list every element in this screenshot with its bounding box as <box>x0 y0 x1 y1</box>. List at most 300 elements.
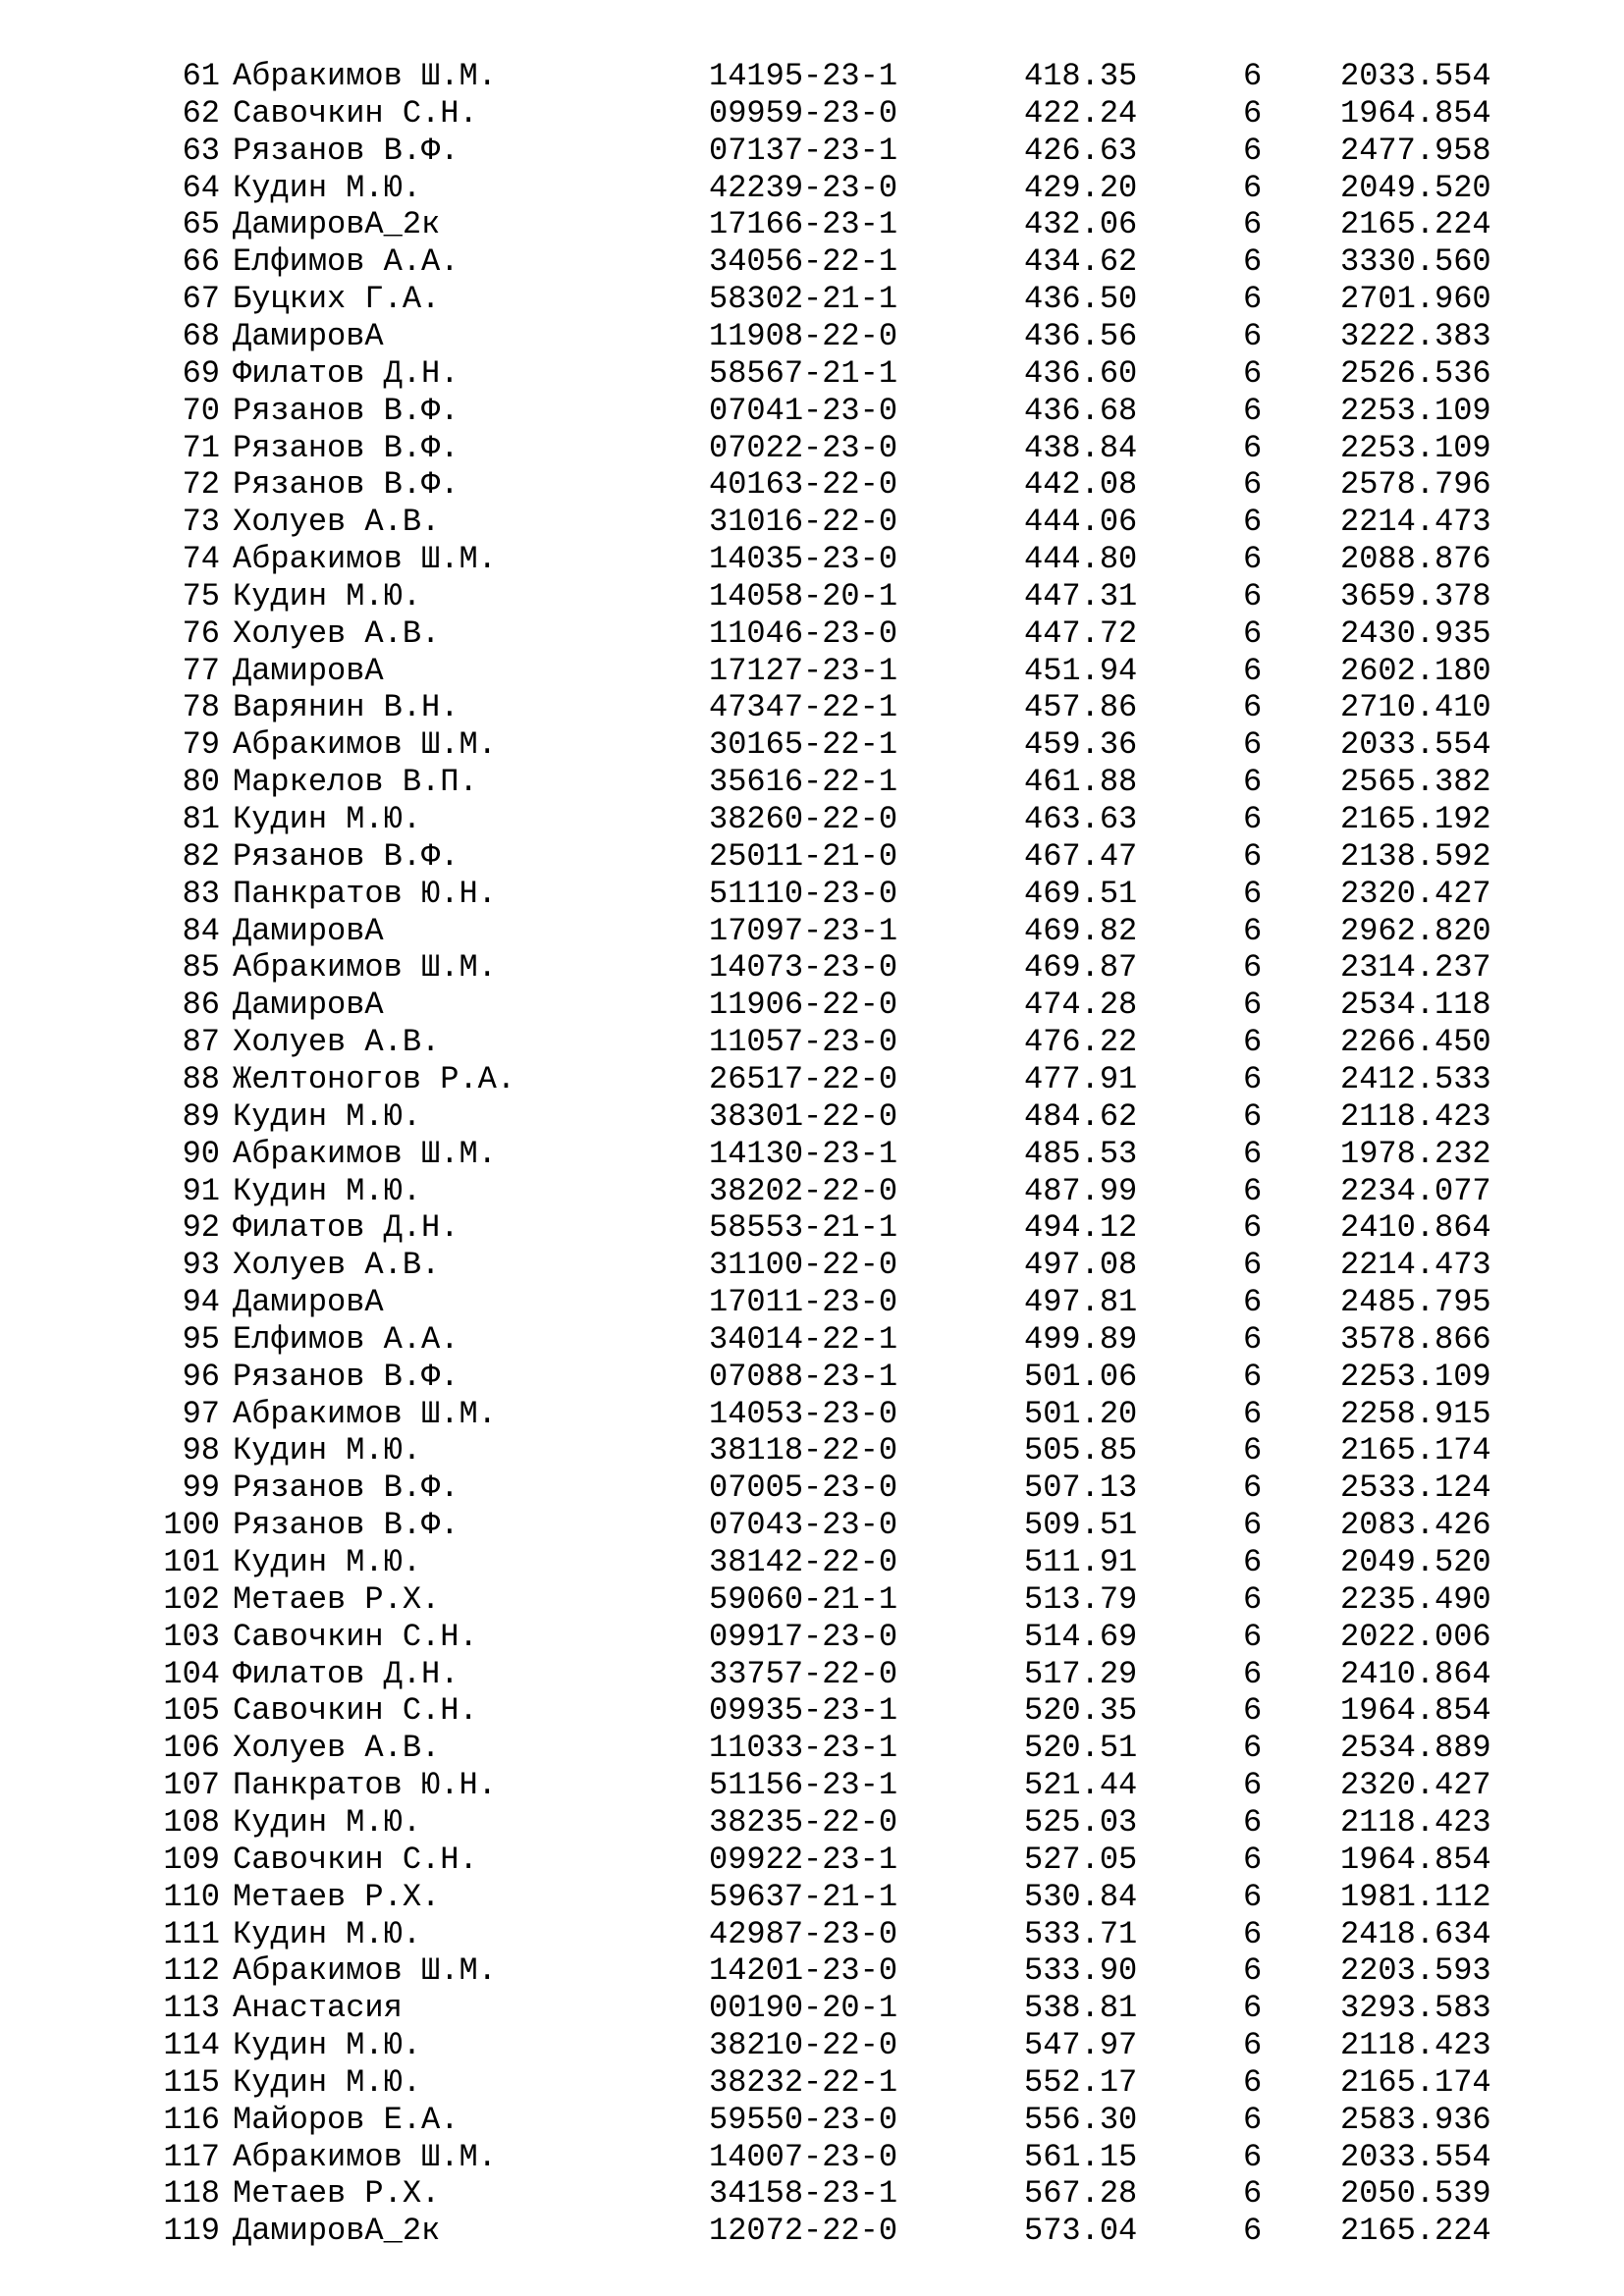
total-value: 3330.560 <box>1340 243 1491 281</box>
customer-name: Маркелов В.П. <box>233 764 478 801</box>
table-row <box>0 1024 1624 1061</box>
table-row <box>0 430 1624 467</box>
length-value: 476.22 <box>1024 1024 1138 1061</box>
quantity-value: 6 <box>1243 2027 1263 2064</box>
row-number: 64 <box>182 169 220 206</box>
quantity-value: 6 <box>1243 2138 1263 2175</box>
length-value: 484.62 <box>1024 1097 1138 1135</box>
order-code: 33757-22-0 <box>709 1655 898 1692</box>
row-number: 84 <box>182 912 220 949</box>
length-value: 521.44 <box>1024 1767 1138 1804</box>
table-row <box>0 541 1624 578</box>
order-code: 11033-23-1 <box>709 1730 898 1767</box>
customer-name: Панкратов Ю.Н. <box>233 1767 497 1804</box>
order-code: 09959-23-0 <box>709 94 898 132</box>
order-code: 38202-22-0 <box>709 1172 898 1209</box>
customer-name: ДамировА <box>233 912 384 949</box>
length-value: 499.89 <box>1024 1320 1138 1358</box>
row-number: 88 <box>182 1060 220 1097</box>
quantity-value: 6 <box>1243 1580 1263 1618</box>
table-row <box>0 133 1624 170</box>
row-number: 94 <box>182 1284 220 1321</box>
quantity-value: 6 <box>1243 2063 1263 2101</box>
quantity-value: 6 <box>1243 2175 1263 2213</box>
total-value: 1964.854 <box>1340 1692 1491 1730</box>
table-row <box>0 949 1624 987</box>
order-code: 38232-22-1 <box>709 2063 898 2101</box>
quantity-value: 6 <box>1243 1284 1263 1321</box>
customer-name: Рязанов В.Ф. <box>233 1507 460 1544</box>
order-code: 14130-23-1 <box>709 1135 898 1172</box>
row-number: 95 <box>182 1320 220 1358</box>
quantity-value: 6 <box>1243 132 1263 169</box>
order-code: 11057-23-0 <box>709 1024 898 1061</box>
order-code: 34056-22-1 <box>709 243 898 281</box>
customer-name: Абракимов Ш.М. <box>233 541 497 578</box>
customer-name: Рязанов В.Ф. <box>233 429 460 466</box>
quantity-value: 6 <box>1243 1841 1263 1878</box>
row-number: 117 <box>163 2138 220 2175</box>
length-value: 457.86 <box>1024 689 1138 726</box>
table-row <box>0 206 1624 243</box>
row-number: 72 <box>182 466 220 504</box>
total-value: 2258.915 <box>1340 1395 1491 1432</box>
total-value: 2165.174 <box>1340 2063 1491 2101</box>
length-value: 530.84 <box>1024 1878 1138 1915</box>
total-value: 2253.109 <box>1340 392 1491 429</box>
order-code: 59060-21-1 <box>709 1580 898 1618</box>
order-code: 38301-22-0 <box>709 1097 898 1135</box>
total-value: 2022.006 <box>1340 1618 1491 1655</box>
length-value: 447.72 <box>1024 614 1138 652</box>
row-number: 73 <box>182 504 220 541</box>
quantity-value: 6 <box>1243 1097 1263 1135</box>
quantity-value: 6 <box>1243 1024 1263 1061</box>
total-value: 2266.450 <box>1340 1024 1491 1061</box>
quantity-value: 6 <box>1243 1469 1263 1507</box>
row-number: 119 <box>163 2213 220 2250</box>
total-value: 1964.854 <box>1340 1841 1491 1878</box>
length-value: 556.30 <box>1024 2101 1138 2138</box>
total-value: 2214.473 <box>1340 504 1491 541</box>
table-row <box>0 2213 1624 2250</box>
table-row <box>0 2027 1624 2064</box>
length-value: 520.51 <box>1024 1730 1138 1767</box>
length-value: 467.47 <box>1024 837 1138 875</box>
total-value: 2578.796 <box>1340 466 1491 504</box>
total-value: 2701.960 <box>1340 281 1491 318</box>
quantity-value: 6 <box>1243 1432 1263 1469</box>
table-row <box>0 170 1624 207</box>
table-row <box>0 913 1624 950</box>
total-value: 2320.427 <box>1340 875 1491 912</box>
quantity-value: 6 <box>1243 58 1263 94</box>
customer-name: Кудин М.Ю. <box>233 169 422 206</box>
row-number: 100 <box>163 1507 220 1544</box>
length-value: 436.60 <box>1024 354 1138 392</box>
quantity-value: 6 <box>1243 1172 1263 1209</box>
order-code: 11046-23-0 <box>709 614 898 652</box>
table-row <box>0 281 1624 318</box>
order-code: 09922-23-1 <box>709 1841 898 1878</box>
length-value: 444.06 <box>1024 504 1138 541</box>
quantity-value: 6 <box>1243 1692 1263 1730</box>
length-value: 497.81 <box>1024 1284 1138 1321</box>
customer-name: Елфимов А.А. <box>233 243 460 281</box>
table-row <box>0 1061 1624 1098</box>
length-value: 461.88 <box>1024 764 1138 801</box>
quantity-value: 6 <box>1243 466 1263 504</box>
row-number: 93 <box>182 1247 220 1284</box>
row-number: 118 <box>163 2175 220 2213</box>
total-value: 2138.592 <box>1340 837 1491 875</box>
length-value: 438.84 <box>1024 429 1138 466</box>
customer-name: Савочкин С.Н. <box>233 1841 478 1878</box>
row-number: 87 <box>182 1024 220 1061</box>
total-value: 2165.192 <box>1340 801 1491 837</box>
order-code: 40163-22-0 <box>709 466 898 504</box>
length-value: 463.63 <box>1024 801 1138 837</box>
order-code: 07088-23-1 <box>709 1358 898 1395</box>
quantity-value: 6 <box>1243 1395 1263 1432</box>
customer-name: ДамировА <box>233 317 384 354</box>
order-code: 11906-22-0 <box>709 987 898 1024</box>
table-row <box>0 987 1624 1024</box>
customer-name: Панкратов Ю.Н. <box>233 875 497 912</box>
total-value: 2418.634 <box>1340 1915 1491 1952</box>
table-row <box>0 1469 1624 1507</box>
order-code: 14035-23-0 <box>709 541 898 578</box>
order-code: 07043-23-0 <box>709 1507 898 1544</box>
customer-name: Савочкин С.Н. <box>233 94 478 132</box>
total-value: 2033.554 <box>1340 58 1491 94</box>
total-value: 2033.554 <box>1340 2138 1491 2175</box>
quantity-value: 6 <box>1243 1952 1263 1990</box>
table-row <box>0 1879 1624 1916</box>
table-row <box>0 243 1624 281</box>
table-row <box>0 726 1624 764</box>
table-row <box>0 1432 1624 1469</box>
length-value: 469.82 <box>1024 912 1138 949</box>
row-number: 68 <box>182 317 220 354</box>
table-row <box>0 1692 1624 1730</box>
table-row <box>0 1284 1624 1321</box>
row-number: 86 <box>182 987 220 1024</box>
length-value: 538.81 <box>1024 1990 1138 2027</box>
table-row <box>0 838 1624 876</box>
order-code: 26517-22-0 <box>709 1060 898 1097</box>
customer-name: Абракимов Ш.М. <box>233 1135 497 1172</box>
total-value: 2118.423 <box>1340 1803 1491 1841</box>
table-row <box>0 1136 1624 1173</box>
length-value: 520.35 <box>1024 1692 1138 1730</box>
row-number: 75 <box>182 577 220 614</box>
length-value: 436.68 <box>1024 392 1138 429</box>
quantity-value: 6 <box>1243 1915 1263 1952</box>
quantity-value: 6 <box>1243 912 1263 949</box>
quantity-value: 6 <box>1243 1060 1263 1097</box>
table-row <box>0 2139 1624 2176</box>
customer-name: Желтоногов Р.А. <box>233 1060 516 1097</box>
length-value: 444.80 <box>1024 541 1138 578</box>
total-value: 2165.224 <box>1340 206 1491 243</box>
total-value: 2430.935 <box>1340 614 1491 652</box>
customer-name: ДамировА_2к <box>233 2213 441 2250</box>
length-value: 501.20 <box>1024 1395 1138 1432</box>
table-row <box>0 1581 1624 1619</box>
total-value: 2203.593 <box>1340 1952 1491 1990</box>
customer-name: Кудин М.Ю. <box>233 801 422 837</box>
quantity-value: 6 <box>1243 354 1263 392</box>
row-number: 70 <box>182 392 220 429</box>
order-code: 47347-22-1 <box>709 689 898 726</box>
customer-name: Метаев Р.Х. <box>233 2175 441 2213</box>
customer-name: Кудин М.Ю. <box>233 2063 422 2101</box>
order-code: 59637-21-1 <box>709 1878 898 1915</box>
customer-name: Рязанов В.Ф. <box>233 1469 460 1507</box>
length-value: 509.51 <box>1024 1507 1138 1544</box>
order-code: 14195-23-1 <box>709 58 898 94</box>
customer-name: Холуев А.В. <box>233 1730 441 1767</box>
total-value: 1981.112 <box>1340 1878 1491 1915</box>
order-code: 17011-23-0 <box>709 1284 898 1321</box>
row-number: 97 <box>182 1395 220 1432</box>
quantity-value: 6 <box>1243 577 1263 614</box>
total-value: 2314.237 <box>1340 949 1491 987</box>
order-code: 09917-23-0 <box>709 1618 898 1655</box>
total-value: 2234.077 <box>1340 1172 1491 1209</box>
customer-name: ДамировА <box>233 987 384 1024</box>
order-code: 07022-23-0 <box>709 429 898 466</box>
row-number: 98 <box>182 1432 220 1469</box>
length-value: 573.04 <box>1024 2213 1138 2250</box>
customer-name: Кудин М.Ю. <box>233 1097 422 1135</box>
length-value: 432.06 <box>1024 206 1138 243</box>
customer-name: Буцких Г.А. <box>233 281 441 318</box>
row-number: 67 <box>182 281 220 318</box>
total-value: 2533.124 <box>1340 1469 1491 1507</box>
row-number: 113 <box>163 1990 220 2027</box>
total-value: 3293.583 <box>1340 1990 1491 2027</box>
order-code: 51156-23-1 <box>709 1767 898 1804</box>
total-value: 2412.533 <box>1340 1060 1491 1097</box>
total-value: 2534.118 <box>1340 987 1491 1024</box>
total-value: 2083.426 <box>1340 1507 1491 1544</box>
row-number: 102 <box>163 1580 220 1618</box>
order-code: 17166-23-1 <box>709 206 898 243</box>
row-number: 103 <box>163 1618 220 1655</box>
table-row <box>0 689 1624 726</box>
customer-name: Филатов Д.Н. <box>233 354 460 392</box>
total-value: 2477.958 <box>1340 132 1491 169</box>
customer-name: Рязанов В.Ф. <box>233 837 460 875</box>
quantity-value: 6 <box>1243 1209 1263 1247</box>
table-row <box>0 1730 1624 1767</box>
length-value: 485.53 <box>1024 1135 1138 1172</box>
total-value: 2050.539 <box>1340 2175 1491 2213</box>
customer-name: Кудин М.Ю. <box>233 1432 422 1469</box>
row-number: 79 <box>182 726 220 764</box>
order-code: 09935-23-1 <box>709 1692 898 1730</box>
customer-name: Холуев А.В. <box>233 1024 441 1061</box>
length-value: 477.91 <box>1024 1060 1138 1097</box>
row-number: 116 <box>163 2101 220 2138</box>
quantity-value: 6 <box>1243 726 1263 764</box>
quantity-value: 6 <box>1243 2101 1263 2138</box>
row-number: 106 <box>163 1730 220 1767</box>
table-row <box>0 1990 1624 2027</box>
total-value: 2410.864 <box>1340 1209 1491 1247</box>
total-value: 2214.473 <box>1340 1247 1491 1284</box>
order-code: 38235-22-0 <box>709 1803 898 1841</box>
length-value: 434.62 <box>1024 243 1138 281</box>
row-number: 99 <box>182 1469 220 1507</box>
row-number: 69 <box>182 354 220 392</box>
order-code: 42987-23-0 <box>709 1915 898 1952</box>
order-code: 58302-21-1 <box>709 281 898 318</box>
length-value: 459.36 <box>1024 726 1138 764</box>
quantity-value: 6 <box>1243 94 1263 132</box>
length-value: 552.17 <box>1024 2063 1138 2101</box>
customer-name: Абракимов Ш.М. <box>233 726 497 764</box>
length-value: 547.97 <box>1024 2027 1138 2064</box>
order-code: 07041-23-0 <box>709 392 898 429</box>
customer-name: Рязанов В.Ф. <box>233 132 460 169</box>
order-code: 38260-22-0 <box>709 801 898 837</box>
row-number: 105 <box>163 1692 220 1730</box>
customer-name: Кудин М.Ю. <box>233 1172 422 1209</box>
row-number: 63 <box>182 132 220 169</box>
quantity-value: 6 <box>1243 837 1263 875</box>
quantity-value: 6 <box>1243 1767 1263 1804</box>
customer-name: Кудин М.Ю. <box>233 1803 422 1841</box>
total-value: 2165.224 <box>1340 2213 1491 2250</box>
table-row <box>0 1507 1624 1544</box>
row-number: 77 <box>182 652 220 689</box>
table-row <box>0 466 1624 504</box>
table-row <box>0 2064 1624 2102</box>
customer-name: Рязанов В.Ф. <box>233 466 460 504</box>
quantity-value: 6 <box>1243 1878 1263 1915</box>
order-code: 31100-22-0 <box>709 1247 898 1284</box>
row-number: 109 <box>163 1841 220 1878</box>
length-value: 514.69 <box>1024 1618 1138 1655</box>
length-value: 561.15 <box>1024 2138 1138 2175</box>
length-value: 442.08 <box>1024 466 1138 504</box>
length-value: 507.13 <box>1024 1469 1138 1507</box>
customer-name: ДамировА <box>233 652 384 689</box>
total-value: 2049.520 <box>1340 1544 1491 1580</box>
table-row <box>0 58 1624 95</box>
quantity-value: 6 <box>1243 1320 1263 1358</box>
length-value: 567.28 <box>1024 2175 1138 2213</box>
row-number: 82 <box>182 837 220 875</box>
total-value: 2165.174 <box>1340 1432 1491 1469</box>
total-value: 2253.109 <box>1340 429 1491 466</box>
row-number: 115 <box>163 2063 220 2101</box>
order-code: 12072-22-0 <box>709 2213 898 2250</box>
row-number: 81 <box>182 801 220 837</box>
row-number: 89 <box>182 1097 220 1135</box>
table-row <box>0 504 1624 541</box>
quantity-value: 6 <box>1243 801 1263 837</box>
quantity-value: 6 <box>1243 875 1263 912</box>
order-code: 14201-23-0 <box>709 1952 898 1990</box>
table-row <box>0 2102 1624 2139</box>
table-row <box>0 1247 1624 1284</box>
customer-name: Холуев А.В. <box>233 1247 441 1284</box>
row-number: 78 <box>182 689 220 726</box>
table-row <box>0 1098 1624 1136</box>
table-row <box>0 393 1624 430</box>
quantity-value: 6 <box>1243 2213 1263 2250</box>
table-row <box>0 355 1624 393</box>
order-code: 38118-22-0 <box>709 1432 898 1469</box>
table-row <box>0 1619 1624 1656</box>
order-code: 58567-21-1 <box>709 354 898 392</box>
customer-name: Метаев Р.Х. <box>233 1580 441 1618</box>
customer-name: Елфимов А.А. <box>233 1320 460 1358</box>
order-code: 34014-22-1 <box>709 1320 898 1358</box>
table-row <box>0 95 1624 133</box>
total-value: 2033.554 <box>1340 726 1491 764</box>
quantity-value: 6 <box>1243 169 1263 206</box>
customer-name: Метаев Р.Х. <box>233 1878 441 1915</box>
length-value: 501.06 <box>1024 1358 1138 1395</box>
table-row <box>0 801 1624 838</box>
length-value: 469.51 <box>1024 875 1138 912</box>
quantity-value: 6 <box>1243 949 1263 987</box>
customer-name: Холуев А.В. <box>233 504 441 541</box>
table-row <box>0 1544 1624 1581</box>
customer-name: Холуев А.В. <box>233 614 441 652</box>
quantity-value: 6 <box>1243 764 1263 801</box>
customer-name: Рязанов В.Ф. <box>233 1358 460 1395</box>
length-value: 525.03 <box>1024 1803 1138 1841</box>
customer-name: Абракимов Ш.М. <box>233 1395 497 1432</box>
table-row <box>0 1916 1624 1953</box>
row-number: 85 <box>182 949 220 987</box>
row-number: 74 <box>182 541 220 578</box>
total-value: 3578.866 <box>1340 1320 1491 1358</box>
row-number: 66 <box>182 243 220 281</box>
total-value: 2088.876 <box>1340 541 1491 578</box>
order-code: 14053-23-0 <box>709 1395 898 1432</box>
row-number: 90 <box>182 1135 220 1172</box>
quantity-value: 6 <box>1243 281 1263 318</box>
order-code: 00190-20-1 <box>709 1990 898 2027</box>
total-value: 2962.820 <box>1340 912 1491 949</box>
total-value: 2485.795 <box>1340 1284 1491 1321</box>
length-value: 436.50 <box>1024 281 1138 318</box>
customer-name: Кудин М.Ю. <box>233 577 422 614</box>
order-code: 17097-23-1 <box>709 912 898 949</box>
customer-name: ДамировА <box>233 1284 384 1321</box>
row-number: 112 <box>163 1952 220 1990</box>
customer-name: Савочкин С.Н. <box>233 1618 478 1655</box>
quantity-value: 6 <box>1243 1247 1263 1284</box>
order-code: 25011-21-0 <box>709 837 898 875</box>
total-value: 2320.427 <box>1340 1767 1491 1804</box>
order-code: 51110-23-0 <box>709 875 898 912</box>
total-value: 2583.936 <box>1340 2101 1491 2138</box>
length-value: 447.31 <box>1024 577 1138 614</box>
length-value: 511.91 <box>1024 1544 1138 1580</box>
table-row <box>0 578 1624 615</box>
quantity-value: 6 <box>1243 1544 1263 1580</box>
order-code: 14007-23-0 <box>709 2138 898 2175</box>
total-value: 2118.423 <box>1340 2027 1491 2064</box>
